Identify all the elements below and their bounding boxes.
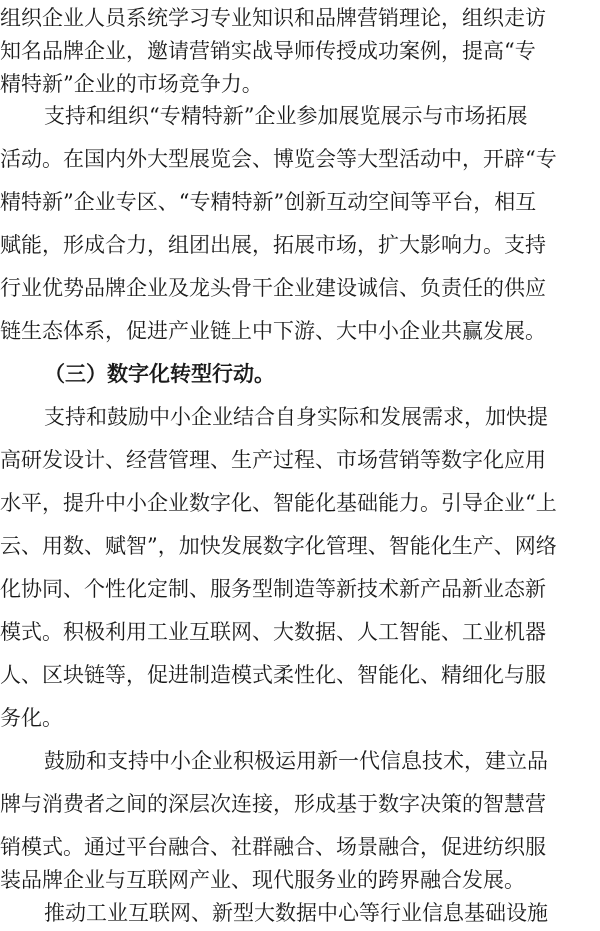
text-line: 精特新”企业的市场竞争力。 bbox=[0, 72, 263, 96]
text-line: 知名品牌企业，邀请营销实战导师传授成功案例，提高“专 bbox=[0, 39, 536, 63]
text-line: 水平，提升中小企业数字化、智能化基础能力。引导企业“上 bbox=[0, 491, 557, 515]
paragraph-start-line: 鼓励和支持中小企业积极运用新一代信息技术，建立品 bbox=[44, 749, 548, 773]
section-heading: （三）数字化转型行动。 bbox=[44, 362, 275, 386]
paragraph-start-line: 支持和鼓励中小企业结合自身实际和发展需求，加快提 bbox=[44, 405, 548, 429]
text-line: 人、区块链等，促进制造模式柔性化、智能化、精细化与服 bbox=[0, 663, 546, 687]
text-line: 行业优势品牌企业及龙头骨干企业建设诚信、负责任的供应 bbox=[0, 276, 546, 300]
text-line: 化协同、个性化定制、服务型制造等新技术新产品新业态新 bbox=[0, 577, 546, 601]
text-line: 组织企业人员系统学习专业知识和品牌营销理论，组织走访 bbox=[0, 6, 546, 30]
text-line: 装品牌企业与互联网产业、现代服务业的跨界融合发展。 bbox=[0, 868, 525, 892]
text-line: 务化。 bbox=[0, 706, 63, 730]
text-line: 精特新”企业专区、“专精特新”创新互动空间等平台，相互 bbox=[0, 190, 537, 214]
text-line: 牌与消费者之间的深层次连接，形成基于数字决策的智慧营 bbox=[0, 792, 546, 816]
text-line: 赋能，形成合力，组团出展，拓展市场，扩大影响力。支持 bbox=[0, 233, 546, 257]
text-line: 活动。在国内外大型展览会、博览会等大型活动中，开辟“专 bbox=[0, 147, 557, 171]
paragraph-start-line: 推动工业互联网、新型大数据中心等行业信息基础设施 bbox=[44, 901, 548, 925]
text-line: 链生态体系，促进产业链上中下游、大中小企业共赢发展。 bbox=[0, 319, 546, 343]
text-line: 高研发设计、经营管理、生产过程、市场营销等数字化应用 bbox=[0, 448, 546, 472]
text-line: 模式。积极利用工业互联网、大数据、人工智能、工业机器 bbox=[0, 620, 546, 644]
paragraph-start-line: 支持和组织“专精特新”企业参加展览展示与市场拓展 bbox=[44, 104, 528, 128]
text-line: 云、用数、赋智”，加快发展数字化管理、智能化生产、网络 bbox=[0, 534, 557, 558]
text-line: 销模式。通过平台融合、社群融合、场景融合，促进纺织服 bbox=[0, 835, 546, 859]
